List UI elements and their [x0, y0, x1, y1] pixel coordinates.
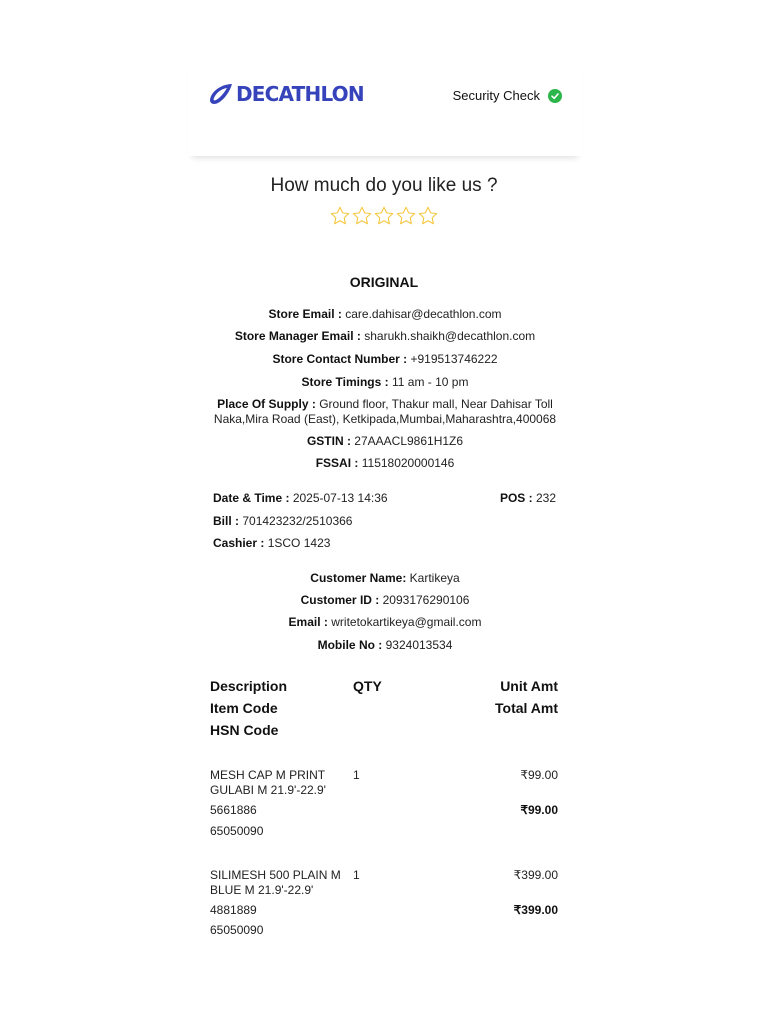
customer-name-label: Customer Name:	[310, 571, 407, 585]
store-email-line	[200, 307, 570, 322]
bill-line	[213, 514, 352, 528]
star-icon[interactable]	[395, 205, 417, 227]
brand-logo	[208, 82, 364, 106]
mobile-line	[200, 638, 570, 653]
mobile-label: Mobile No :	[317, 638, 383, 652]
check-circle-icon	[548, 89, 562, 103]
item-description	[210, 768, 326, 798]
datetime-line	[213, 491, 388, 505]
gstin-line	[200, 434, 570, 449]
item-total-amt: ₹99.00	[520, 803, 558, 817]
contact-number: +919513746222	[410, 352, 498, 366]
star-icon[interactable]	[351, 205, 373, 227]
manager-email-label: Store Manager Email :	[234, 329, 361, 343]
item-unit-amt: ₹99.00	[520, 768, 558, 782]
timings-label: Store Timings :	[301, 375, 389, 389]
gstin: 27AAACL9861H1Z6	[354, 434, 464, 448]
cashier-line	[213, 536, 330, 550]
datetime: 2025-07-13 14:36	[292, 491, 388, 505]
cashier-label: Cashier :	[213, 536, 265, 550]
pos-label: POS :	[499, 491, 533, 505]
header-qty: QTY	[353, 678, 382, 694]
store-email: care.dahisar@decathlon.com	[345, 307, 502, 321]
supply-address-2: Naka,Mira Road (East), Ketkipada,Mumbai,Maharashtra,400068	[213, 412, 557, 426]
pos-line	[500, 491, 556, 505]
mobile-number: 9324013534	[385, 638, 453, 652]
customer-email: writetokartikeya@gmail.com	[331, 615, 482, 629]
item-description-line2: BLUE M 21.9'-22.9'	[210, 883, 314, 897]
item-code: 5661886	[210, 803, 257, 817]
item-total-amt: ₹399.00	[513, 903, 558, 917]
datetime-label: Date & Time :	[213, 491, 290, 505]
pos: 232	[535, 491, 556, 505]
manager-email: sharukh.shaikh@decathlon.com	[364, 329, 536, 343]
header-description: Description	[210, 678, 288, 694]
contact-line	[200, 352, 570, 367]
item-hsn: 65050090	[210, 923, 264, 937]
header-total-amt: Total Amt	[495, 700, 558, 716]
supply-line	[190, 397, 580, 427]
star-rating[interactable]	[0, 205, 768, 227]
email-line	[200, 615, 570, 630]
customer-id-line	[200, 593, 570, 608]
manager-email-line	[200, 329, 570, 344]
item-hsn: 65050090	[210, 824, 264, 838]
header-unit-amt: Unit Amt	[500, 678, 558, 694]
customer-name: Kartikeya	[409, 571, 460, 585]
store-timings: 11 am - 10 pm	[391, 375, 469, 389]
rating-question: How much do you like us ?	[270, 175, 498, 196]
email-label: Email :	[288, 615, 328, 629]
fssai: 11518020000146	[361, 456, 455, 470]
contact-label: Store Contact Number :	[272, 352, 408, 366]
security-check[interactable]	[453, 88, 562, 103]
cashier: 1SCO 1423	[267, 536, 331, 550]
star-icon[interactable]	[373, 205, 395, 227]
item-description-line1: SILIMESH 500 PLAIN M	[210, 868, 341, 882]
customer-name-line	[200, 571, 570, 586]
security-check-label: Security Check	[452, 88, 540, 103]
timings-line	[200, 375, 570, 390]
item-code: 4881889	[210, 903, 257, 917]
fssai-line	[200, 456, 570, 471]
star-icon[interactable]	[329, 205, 351, 227]
fssai-label: FSSAI :	[315, 456, 359, 470]
supply-label: Place Of Supply :	[217, 397, 316, 411]
item-qty: 1	[353, 768, 360, 782]
star-icon[interactable]	[417, 205, 439, 227]
customer-id: 2093176290106	[382, 593, 470, 607]
supply-address-1: Ground floor, Thakur mall, Near Dahisar Toll	[319, 397, 553, 411]
header-bar	[188, 60, 582, 156]
decathlon-logo-icon	[208, 83, 234, 105]
brand-name: DECATHLON	[236, 82, 364, 106]
item-description	[210, 868, 341, 898]
bill-number: 701423232/2510366	[242, 514, 353, 528]
item-qty: 1	[353, 868, 360, 882]
item-description-line1: MESH CAP M PRINT	[210, 768, 326, 782]
bill-label: Bill :	[213, 514, 239, 528]
header-hsn-code: HSN Code	[210, 722, 279, 738]
store-email-label: Store Email :	[268, 307, 342, 321]
receipt-copy-type: ORIGINAL	[349, 274, 419, 290]
item-unit-amt: ₹399.00	[513, 868, 558, 882]
customer-id-label: Customer ID :	[300, 593, 380, 607]
gstin-label: GSTIN :	[306, 434, 351, 448]
header-item-code: Item Code	[210, 700, 278, 716]
item-description-line2: GULABI M 21.9'-22.9'	[210, 783, 326, 797]
